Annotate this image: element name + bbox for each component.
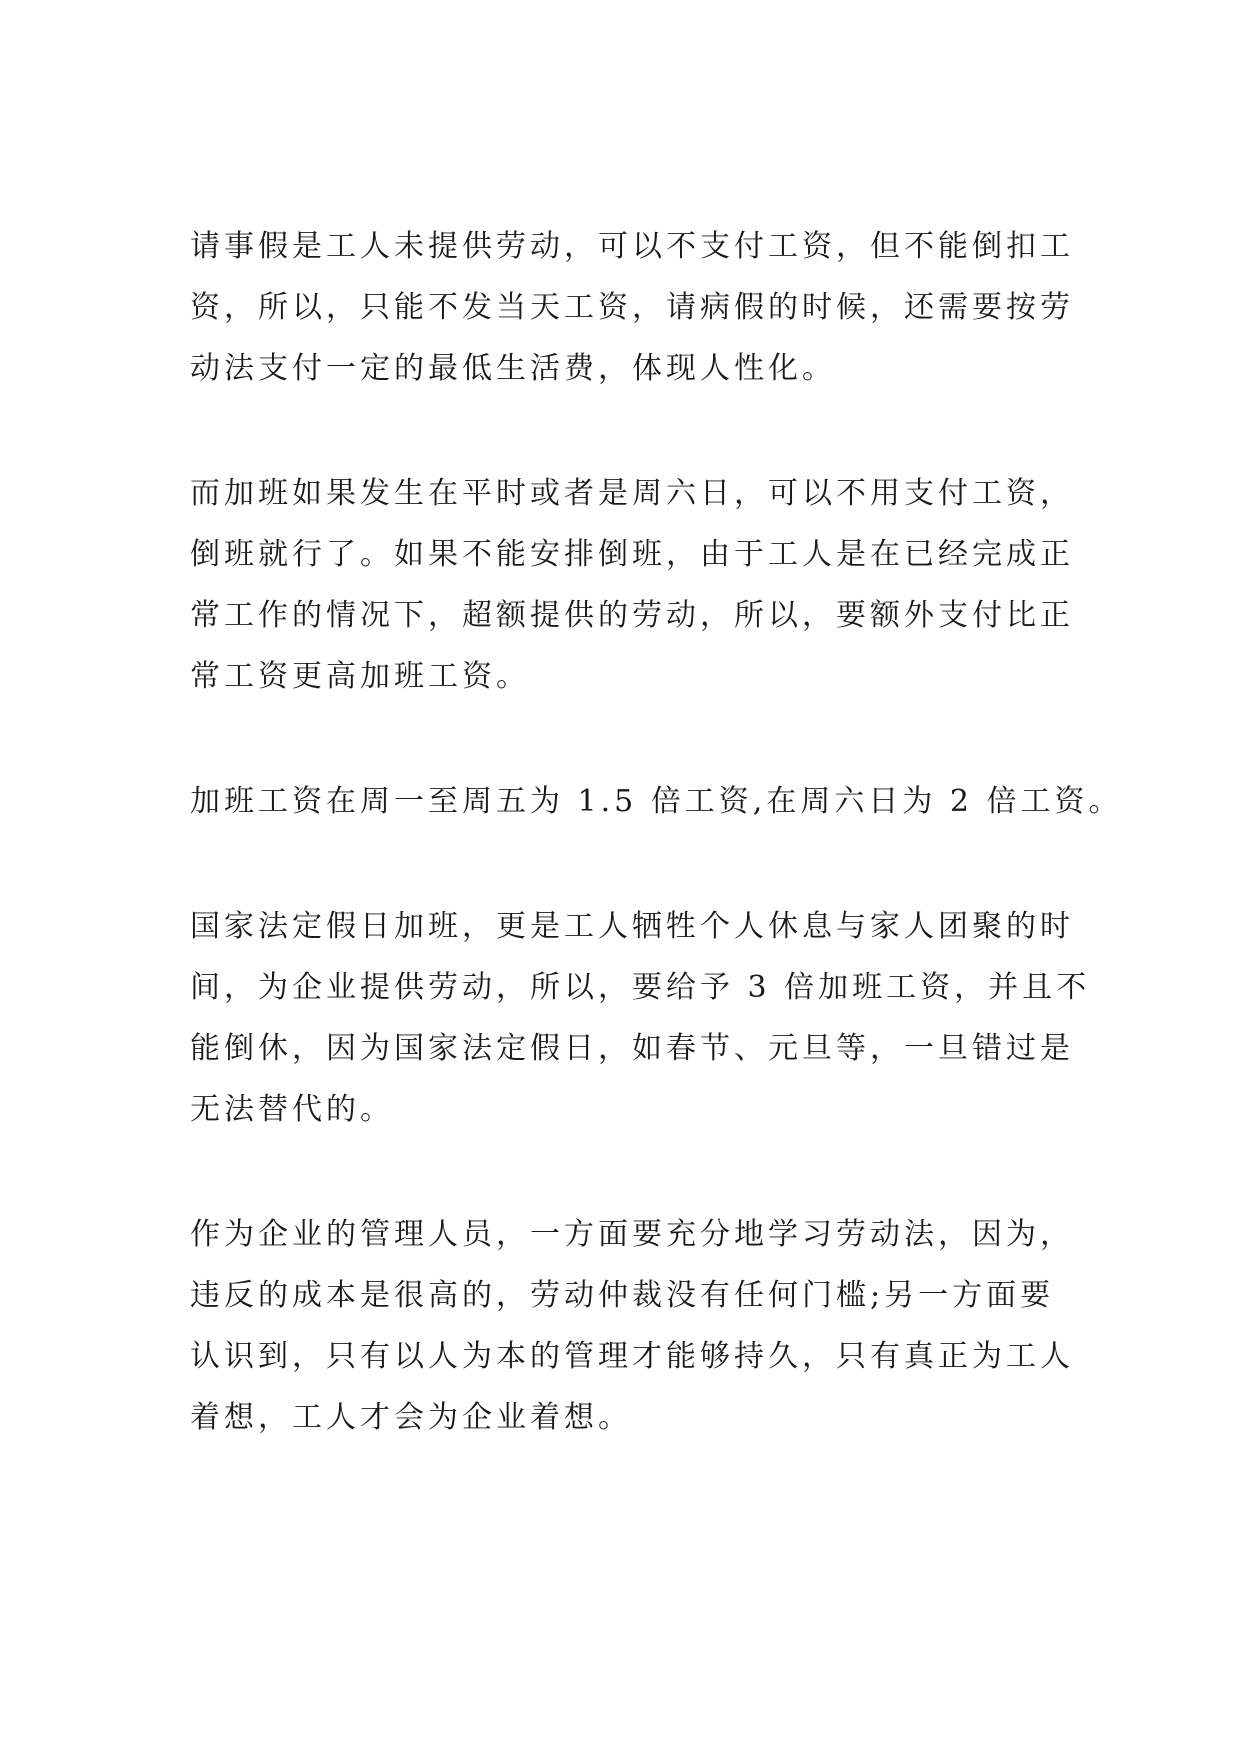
paragraph-line: 常工作的情况下，超额提供的劳动，所以，要额外支付比正 <box>190 598 1074 633</box>
paragraph-line: 无法替代的。 <box>190 1092 394 1127</box>
document-body <box>190 216 1123 1512</box>
paragraph-management <box>190 1204 1074 1448</box>
paragraph-holiday-overtime <box>190 896 1091 1140</box>
paragraph-line: 能倒休，因为国家法定假日，如春节、元旦等，一旦错过是 <box>190 1031 1074 1066</box>
paragraph-line: 常工资更高加班工资。 <box>190 659 530 694</box>
paragraph-line: 着想，工人才会为企业着想。 <box>190 1400 632 1435</box>
paragraph-line: 认识到，只有以人为本的管理才能够持久，只有真正为工人 <box>190 1339 1074 1374</box>
paragraph-line: 违反的成本是很高的，劳动仲裁没有任何门槛;另一方面要 <box>190 1278 1055 1313</box>
paragraph-personal-leave <box>190 216 1074 399</box>
paragraph-overtime <box>190 463 1074 707</box>
paragraph-line: 动法支付一定的最低生活费，体现人性化。 <box>190 351 836 386</box>
paragraph-overtime-rates <box>190 771 1123 832</box>
paragraph-line: 而加班如果发生在平时或者是周六日，可以不用支付工资， <box>190 476 1074 511</box>
paragraph-line: 加班工资在周一至周五为 1.5 倍工资,在周六日为 2 倍工资。 <box>190 784 1123 819</box>
paragraph-line: 倒班就行了。如果不能安排倒班，由于工人是在已经完成正 <box>190 537 1074 572</box>
paragraph-line: 请事假是工人未提供劳动，可以不支付工资，但不能倒扣工 <box>190 229 1074 264</box>
paragraph-line: 国家法定假日加班，更是工人牺牲个人休息与家人团聚的时 <box>190 909 1074 944</box>
paragraph-line: 作为企业的管理人员，一方面要充分地学习劳动法，因为， <box>190 1217 1074 1252</box>
paragraph-line: 间，为企业提供劳动，所以，要给予 3 倍加班工资，并且不 <box>190 970 1091 1005</box>
paragraph-line: 资，所以，只能不发当天工资，请病假的时候，还需要按劳 <box>190 290 1074 325</box>
